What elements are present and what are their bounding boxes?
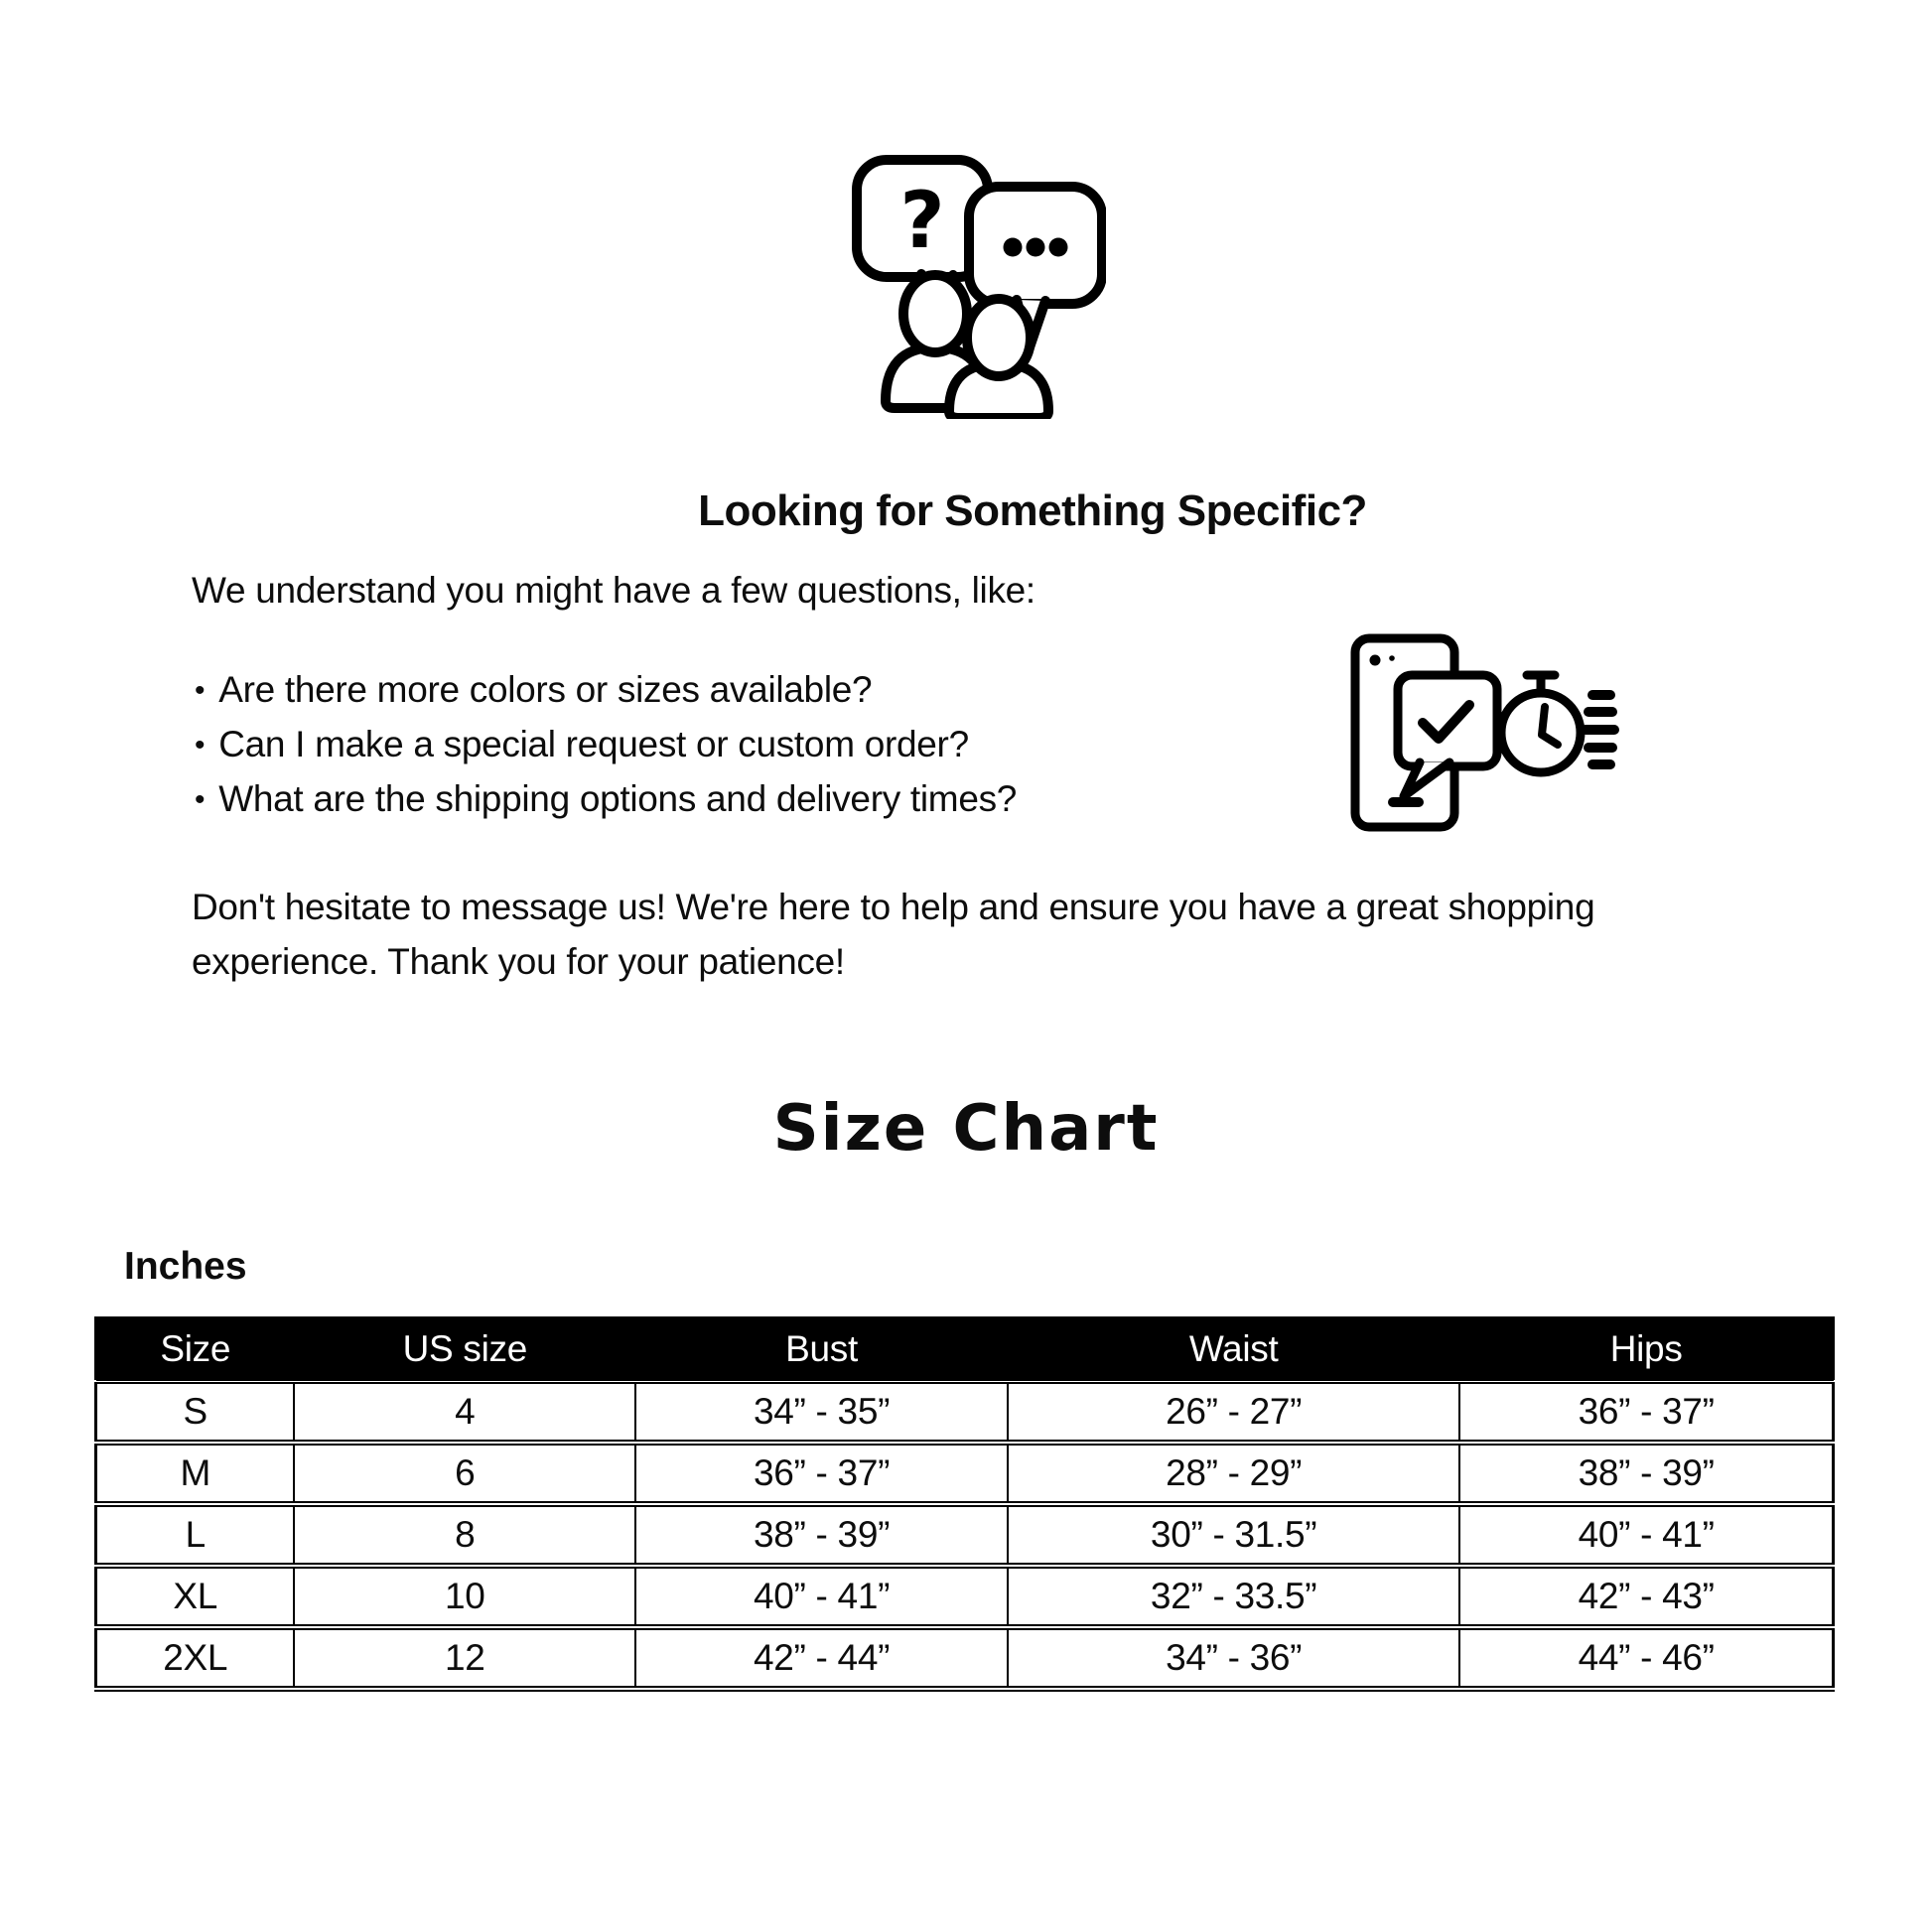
- speed-lines: [1586, 695, 1614, 764]
- list-item-text: Can I make a special request or custom order?: [218, 724, 969, 764]
- ellipsis-dots: [1004, 238, 1068, 257]
- table-row: [96, 1443, 1834, 1504]
- table-cell: XL: [96, 1566, 295, 1627]
- column-header: Waist: [1008, 1318, 1459, 1382]
- table-cell: 6: [294, 1443, 635, 1504]
- table-cell: 40” - 41”: [635, 1566, 1008, 1627]
- outro-text: [192, 880, 1820, 989]
- table-cell: 30” - 31.5”: [1008, 1504, 1459, 1566]
- column-header: Size: [96, 1318, 295, 1382]
- table-cell: 44” - 46”: [1459, 1627, 1833, 1689]
- table-cell: 38” - 39”: [1459, 1443, 1833, 1504]
- table-cell: M: [96, 1443, 295, 1504]
- section-heading: Looking for Something Specific?: [698, 486, 1367, 535]
- table-cell: 34” - 36”: [1008, 1627, 1459, 1689]
- table-cell: 12: [294, 1627, 635, 1689]
- bullet-icon: •: [195, 783, 206, 816]
- intro-text: We understand you might have a few questions, like:: [192, 570, 1035, 611]
- outro-line: Don't hesitate to message us! We're here to help and ensure you have a great shopping: [192, 887, 1595, 927]
- table-cell: 4: [294, 1381, 635, 1443]
- question-answer-chat-people-icon: [850, 153, 1106, 424]
- question-list: [195, 663, 1017, 827]
- column-header: Bust: [635, 1318, 1008, 1382]
- table-row: [96, 1566, 1834, 1627]
- table-cell: 8: [294, 1504, 635, 1566]
- table-cell: L: [96, 1504, 295, 1566]
- bullet-icon: •: [195, 729, 206, 761]
- outro-line: experience. Thank you for your patience!: [192, 941, 845, 982]
- list-item: [195, 718, 1017, 772]
- list-item: [195, 772, 1017, 827]
- table-cell: 40” - 41”: [1459, 1504, 1833, 1566]
- table-cell: 42” - 44”: [635, 1627, 1008, 1689]
- table-row: [96, 1381, 1834, 1443]
- table-cell: 36” - 37”: [635, 1443, 1008, 1504]
- table-cell: 32” - 33.5”: [1008, 1566, 1459, 1627]
- size-table: [94, 1316, 1835, 1692]
- question-mark-glyph: ?: [899, 177, 945, 266]
- unit-label: Inches: [124, 1245, 247, 1288]
- table-header-row: [96, 1318, 1834, 1382]
- table-cell: 36” - 37”: [1459, 1381, 1833, 1443]
- list-item-text: Are there more colors or sizes available?: [218, 669, 873, 710]
- table-row: [96, 1504, 1834, 1566]
- table-cell: 38” - 39”: [635, 1504, 1008, 1566]
- table-cell: 28” - 29”: [1008, 1443, 1459, 1504]
- list-item: [195, 663, 1017, 718]
- table-row: [96, 1627, 1834, 1689]
- table-cell: 34” - 35”: [635, 1381, 1008, 1443]
- table-cell: S: [96, 1381, 295, 1443]
- column-header: Hips: [1459, 1318, 1833, 1382]
- table-cell: 10: [294, 1566, 635, 1627]
- bullet-icon: •: [195, 674, 206, 707]
- list-item-text: What are the shipping options and delivery times?: [218, 778, 1018, 819]
- table-cell: 26” - 27”: [1008, 1381, 1459, 1443]
- phone-message-quick-reply-icon: [1346, 633, 1620, 845]
- size-chart-title: Size Chart: [772, 1092, 1160, 1166]
- table-cell: 2XL: [96, 1627, 295, 1689]
- table-cell: 42” - 43”: [1459, 1566, 1833, 1627]
- column-header: US size: [294, 1318, 635, 1382]
